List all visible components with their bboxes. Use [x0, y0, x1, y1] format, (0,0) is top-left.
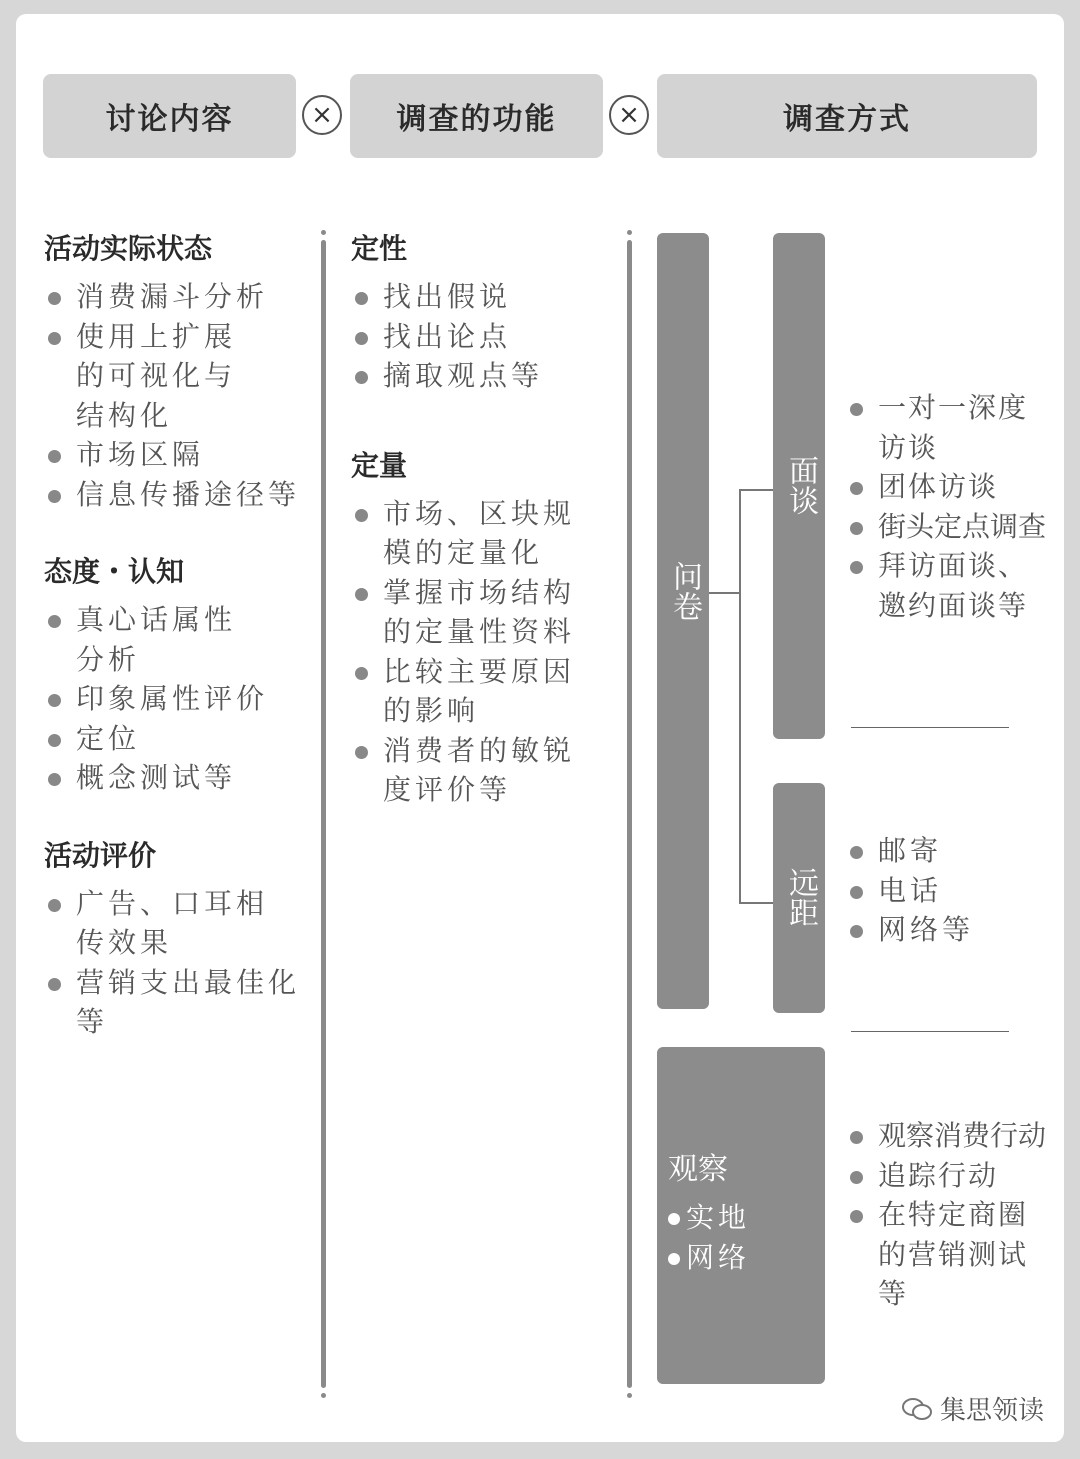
function-section [351, 446, 596, 810]
observation-label: 观察 [668, 1152, 728, 1187]
list-item: 网络等 [846, 910, 1046, 950]
list-item: 追踪行动 [846, 1156, 1046, 1196]
list-item: 拜访面谈、邀约面谈等 [846, 546, 1046, 625]
list-item: 消费者的敏锐度评价等 [351, 731, 583, 810]
list-item: 在特定商圈的营销测试等 [846, 1195, 1046, 1314]
list-item: 电话 [846, 871, 1046, 911]
list-item: 广告、口耳相传效果 [44, 884, 276, 963]
questionnaire-label: 问卷 [667, 561, 702, 621]
connector-line [709, 592, 741, 594]
bullet-icon [668, 1213, 680, 1225]
column-divider [321, 240, 326, 1388]
observation-bar [657, 1047, 825, 1384]
list-item: 找出假说 [351, 277, 596, 317]
connector-line [739, 489, 774, 491]
multiply-icon: × [609, 95, 649, 135]
list-item: 街头定点调查 [846, 507, 1046, 547]
observation-sub-item: 实地 [668, 1201, 750, 1235]
watermark-text: 集思领读 [939, 1396, 1044, 1426]
discussion-section [44, 229, 319, 514]
list-item: 信息传播途径等 [44, 475, 319, 515]
list-item: 消费漏斗分析 [44, 277, 319, 317]
header-method: 调查方式 [657, 74, 1037, 158]
discussion-section [44, 552, 319, 798]
separator-line [851, 727, 1009, 728]
questionnaire-bar [657, 233, 709, 1009]
list-item: 掌握市场结构的定量性资料 [351, 573, 583, 652]
list-item: 摘取观点等 [351, 356, 596, 396]
discussion-section [44, 836, 319, 1042]
separator-line [851, 1031, 1009, 1032]
list-item: 团体访谈 [846, 467, 1046, 507]
list-item: 营销支出最佳化等 [44, 963, 319, 1042]
list-item: 一对一深度访谈 [846, 388, 1046, 467]
list-item: 概念测试等 [44, 758, 319, 798]
watermark [902, 1390, 1044, 1427]
list-item: 定位 [44, 719, 319, 759]
list-item: 市场区隔 [44, 435, 319, 475]
remote-label: 远距 [783, 867, 818, 927]
function-column [351, 229, 596, 848]
list-item: 邮寄 [846, 831, 1046, 871]
section-title: 定性 [351, 232, 408, 265]
interview-label: 面谈 [783, 455, 818, 515]
multiply-icon: × [302, 95, 342, 135]
wechat-icon [902, 1397, 932, 1421]
list-item: 观察消费行动 [846, 1116, 1046, 1156]
list-item: 比较主要原因的影响 [351, 652, 583, 731]
interview-bar [773, 233, 825, 739]
section-title: 态度・认知 [44, 555, 185, 588]
observation-list [846, 1116, 1046, 1314]
interview-list [846, 388, 1046, 625]
header-function: 调查的功能 [350, 74, 603, 158]
remote-bar [773, 783, 825, 1013]
list-item: 市场、区块规模的定量化 [351, 494, 583, 573]
section-title: 活动评价 [44, 838, 157, 872]
observation-sub-item: 网络 [668, 1241, 750, 1275]
list-item: 印象属性评价 [44, 679, 319, 719]
remote-list [846, 831, 1046, 950]
discussion-column [44, 229, 319, 1080]
list-item: 真心话属性分析 [44, 600, 246, 679]
connector-line [739, 902, 774, 904]
header-discussion: 讨论内容 [43, 74, 296, 158]
bullet-icon [668, 1253, 680, 1265]
list-item: 找出论点 [351, 317, 596, 357]
list-item: 使用上扩展的可视化与结构化 [44, 317, 246, 436]
section-title: 定量 [351, 448, 408, 482]
connector-line [739, 489, 741, 904]
column-divider [627, 240, 632, 1388]
function-section [351, 229, 596, 396]
section-title: 活动实际状态 [44, 232, 213, 265]
